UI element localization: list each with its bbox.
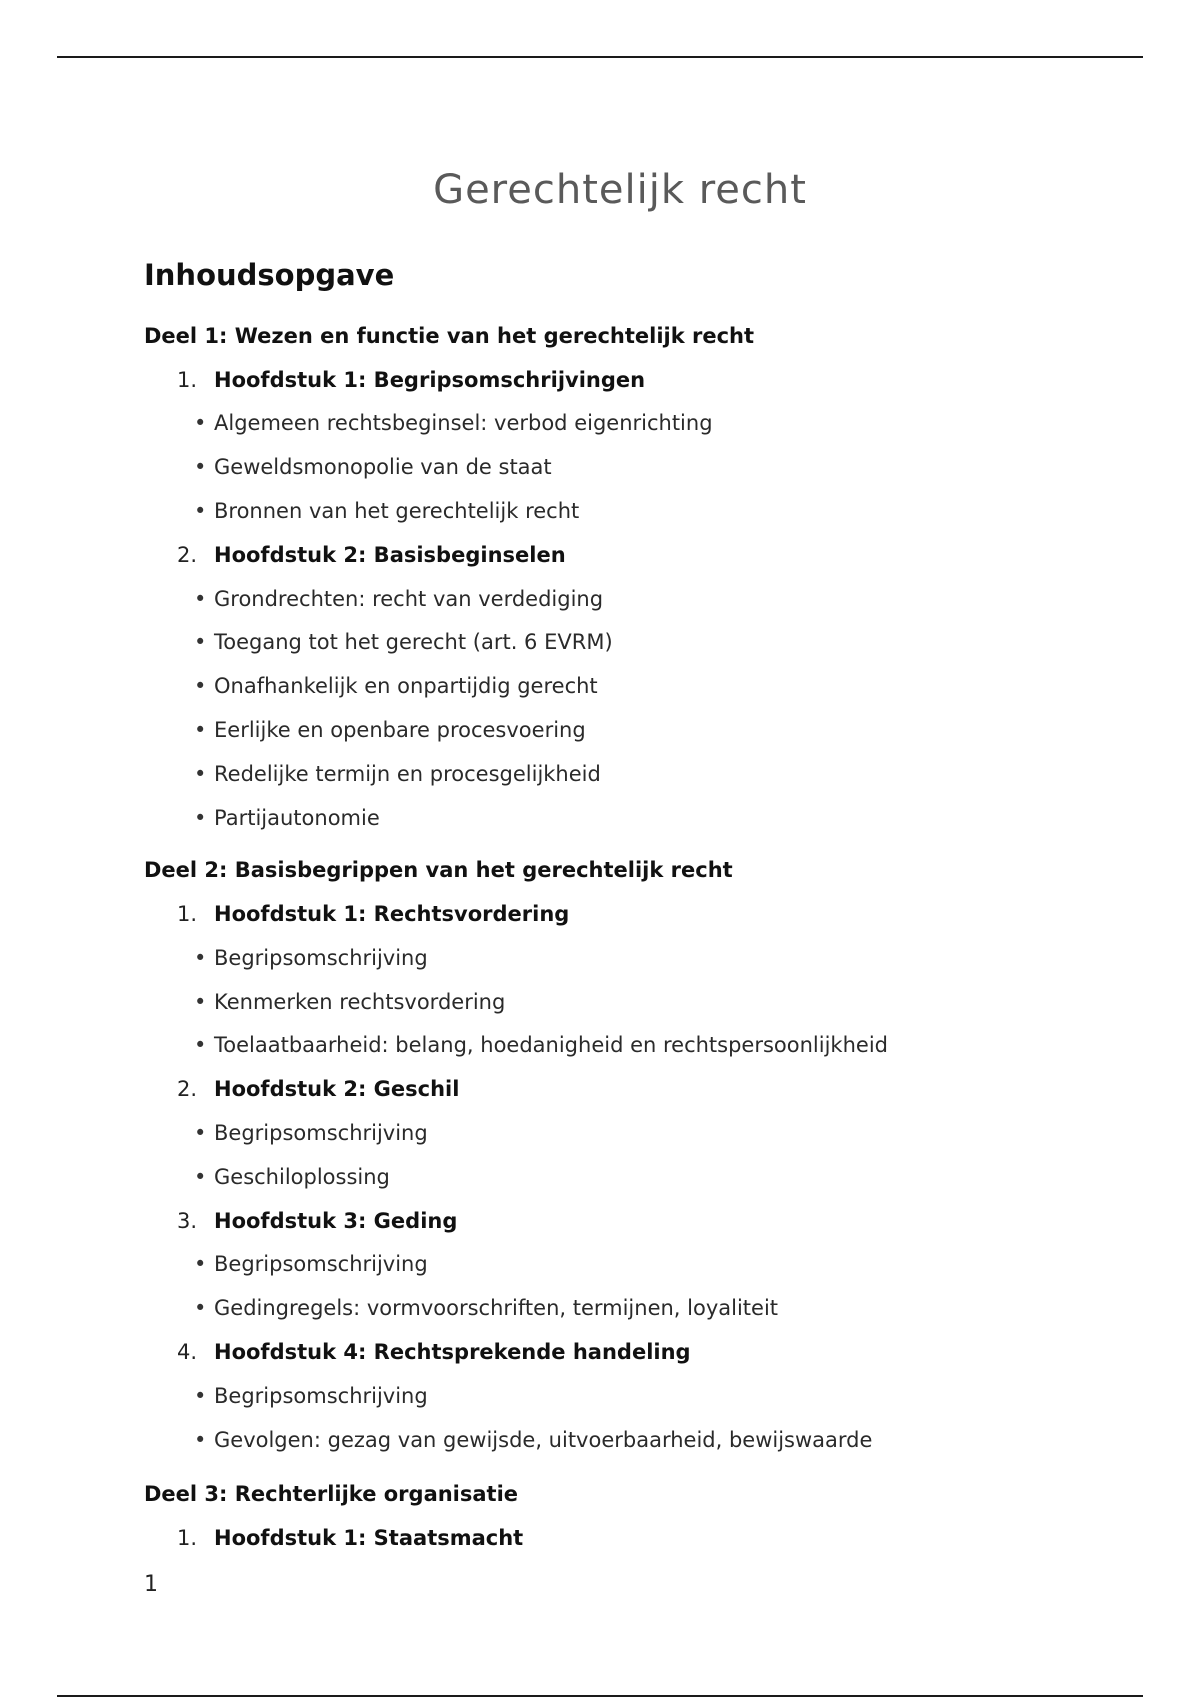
top-rule <box>57 56 1143 58</box>
chapter-label: Hoofdstuk 1: Begripsomschrijvingen <box>214 368 646 392</box>
bullet-icon: • <box>194 1252 207 1276</box>
chapter-number: 1. <box>177 368 198 392</box>
chapter-number: 1. <box>177 1526 198 1550</box>
bullet-icon: • <box>194 718 207 742</box>
bullet-icon: • <box>194 990 207 1014</box>
bottom-rule <box>57 1695 1143 1697</box>
bullet-icon: • <box>194 674 207 698</box>
chapter-label: Hoofdstuk 3: Geding <box>214 1209 458 1233</box>
bullet-icon: • <box>194 1428 207 1452</box>
list-item-text: Geschiloplossing <box>214 1165 390 1189</box>
list-item-text: Redelijke termijn en procesgelijkheid <box>214 762 601 786</box>
list-item-text: Begripsomschrijving <box>214 946 428 970</box>
bullet-icon: • <box>194 1296 207 1320</box>
list-item-text: Kenmerken rechtsvordering <box>214 990 506 1014</box>
chapter-label: Hoofdstuk 4: Rechtsprekende handeling <box>214 1340 691 1364</box>
chapter-number: 4. <box>177 1340 198 1364</box>
bullet-icon: • <box>194 946 207 970</box>
bullet-icon: • <box>194 806 207 830</box>
list-item-text: Grondrechten: recht van verdediging <box>214 587 604 611</box>
chapter-number: 2. <box>177 1077 198 1101</box>
list-item-text: Partijautonomie <box>214 806 380 830</box>
bullet-icon: • <box>194 1165 207 1189</box>
list-item-text: Algemeen rechtsbeginsel: verbod eigenrichting <box>214 411 713 435</box>
list-item-text: Bronnen van het gerechtelijk recht <box>214 499 580 523</box>
bullet-icon: • <box>194 1384 207 1408</box>
list-item-text: Toegang tot het gerecht (art. 6 EVRM) <box>214 630 613 654</box>
chapter-label: Hoofdstuk 1: Rechtsvordering <box>214 902 570 926</box>
list-item-text: Gevolgen: gezag van gewijsde, uitvoerbaarheid, bewijswaarde <box>214 1428 873 1452</box>
bullet-icon: • <box>194 455 207 479</box>
part-heading: Deel 1: Wezen en functie van het gerechtelijk recht <box>144 324 755 348</box>
list-item-text: Eerlijke en openbare procesvoering <box>214 718 586 742</box>
document-title: Gerechtelijk recht <box>433 166 807 213</box>
bullet-icon: • <box>194 587 207 611</box>
part-heading: Deel 2: Basisbegrippen van het gerechtelijk recht <box>144 858 733 882</box>
bullet-icon: • <box>194 1033 207 1057</box>
page-number: 1 <box>144 1572 158 1597</box>
part-heading: Deel 3: Rechterlijke organisatie <box>144 1482 519 1506</box>
chapter-label: Hoofdstuk 2: Basisbeginselen <box>214 543 566 567</box>
chapter-label: Hoofdstuk 2: Geschil <box>214 1077 460 1101</box>
chapter-number: 2. <box>177 543 198 567</box>
bullet-icon: • <box>194 1121 207 1145</box>
chapter-number: 3. <box>177 1209 198 1233</box>
chapter-label: Hoofdstuk 1: Staatsmacht <box>214 1526 524 1550</box>
toc-heading: Inhoudsopgave <box>144 258 395 292</box>
list-item-text: Toelaatbaarheid: belang, hoedanigheid en rechtspersoonlijkheid <box>214 1033 888 1057</box>
list-item-text: Onafhankelijk en onpartijdig gerecht <box>214 674 598 698</box>
list-item-text: Begripsomschrijving <box>214 1252 428 1276</box>
list-item-text: Begripsomschrijving <box>214 1121 428 1145</box>
list-item-text: Geweldsmonopolie van de staat <box>214 455 552 479</box>
chapter-number: 1. <box>177 902 198 926</box>
bullet-icon: • <box>194 630 207 654</box>
list-item-text: Gedingregels: vormvoorschriften, termijnen, loyaliteit <box>214 1296 779 1320</box>
bullet-icon: • <box>194 762 207 786</box>
bullet-icon: • <box>194 411 207 435</box>
list-item-text: Begripsomschrijving <box>214 1384 428 1408</box>
bullet-icon: • <box>194 499 207 523</box>
